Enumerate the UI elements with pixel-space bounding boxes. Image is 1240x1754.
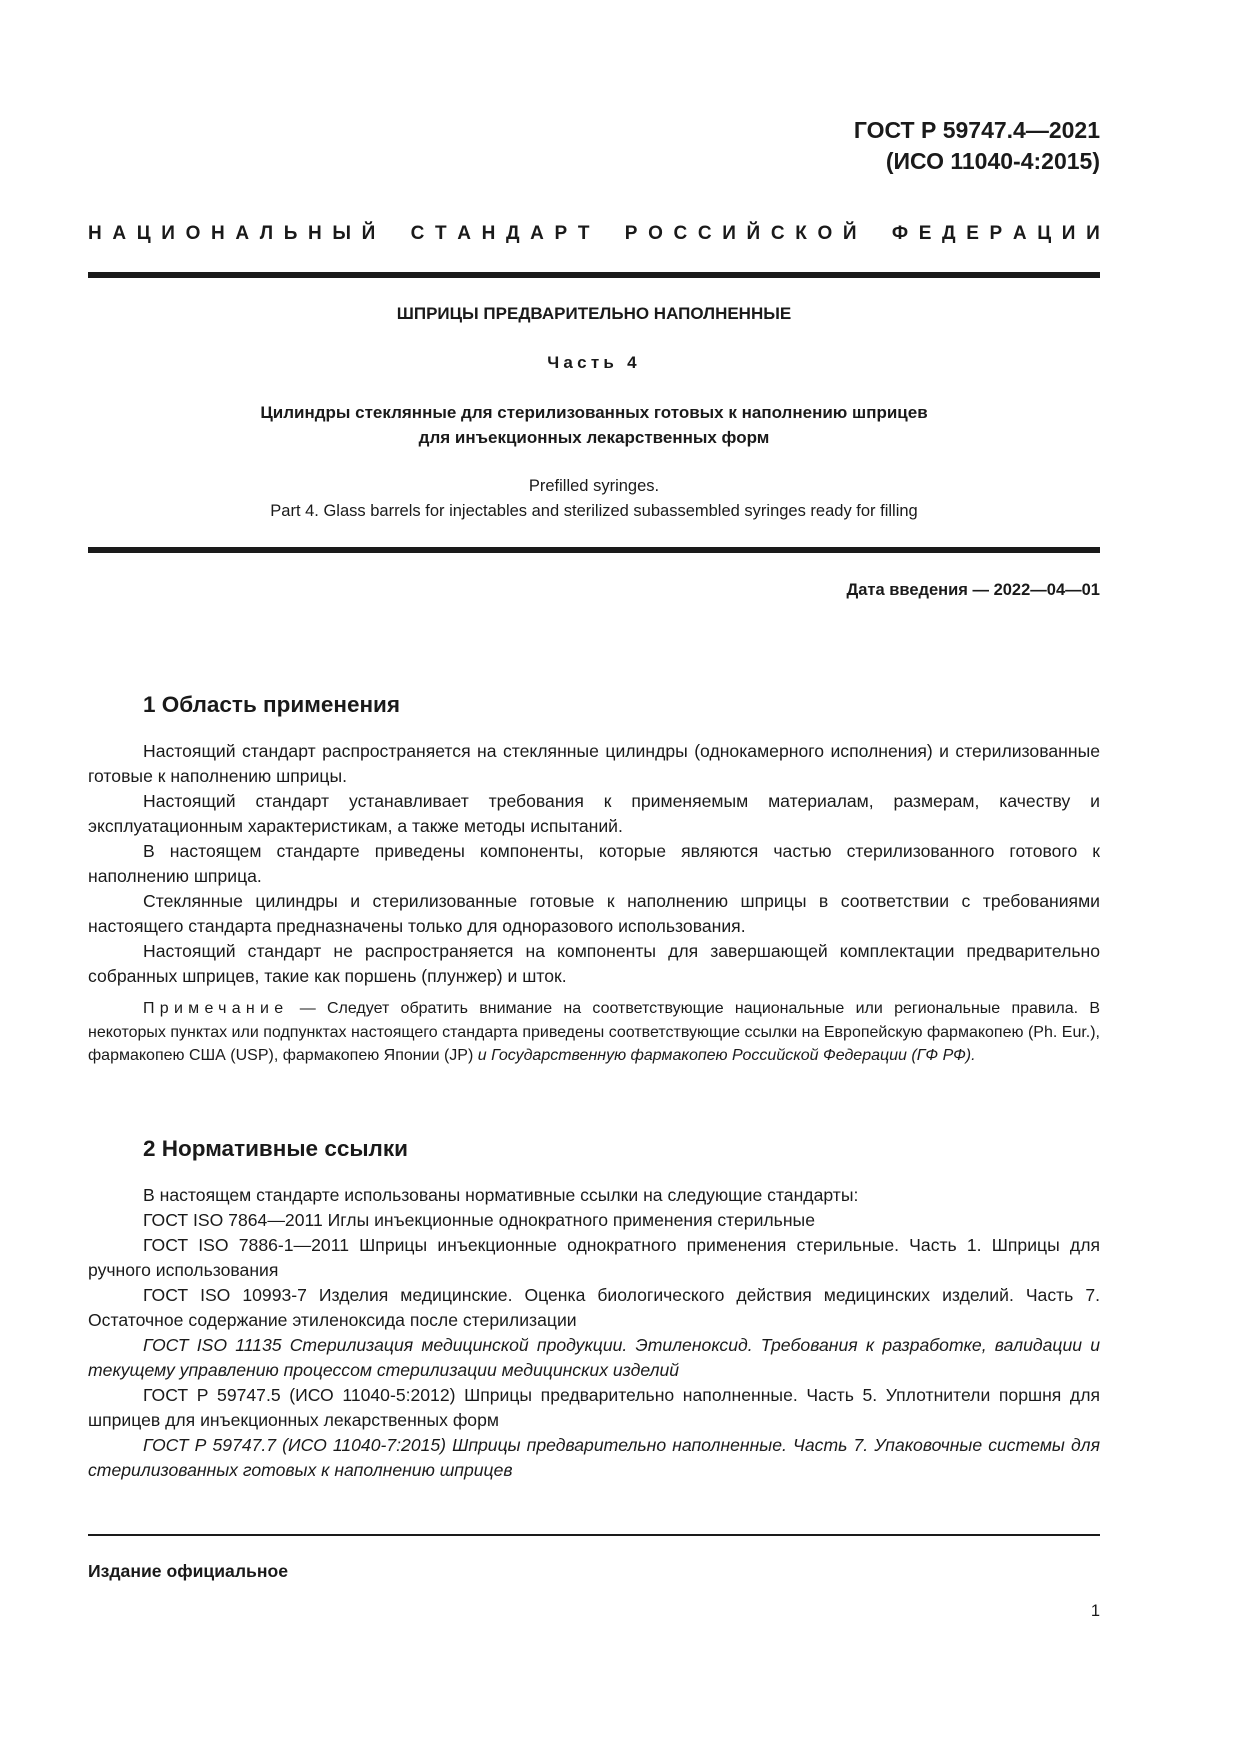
standard-code-gost: ГОСТ Р 59747.4—2021 xyxy=(853,117,1100,143)
banner-space xyxy=(600,223,614,245)
banner-space xyxy=(386,223,400,245)
paragraph: ГОСТ ISO 10993-7 Изделия медицинские. Оценка биологического действия медицинских изделий. Часть 7. Остаточное содержание этиленоксида после стерилизации xyxy=(88,1285,1100,1330)
national-standard-banner xyxy=(88,223,1100,245)
banner-letter: Е xyxy=(966,223,979,244)
section-body xyxy=(88,1183,1100,1483)
page-number: 1 xyxy=(1090,1602,1100,1620)
section-scope xyxy=(88,691,1100,1068)
banner-letter: Ц xyxy=(136,223,151,244)
banner-letter: А xyxy=(235,223,250,244)
banner-letter: Р xyxy=(989,223,1003,244)
banner-letter: А xyxy=(1012,223,1027,244)
banner-space xyxy=(867,223,881,245)
note-italic-text: и Государственную фармакопею Российской Федерации (ГФ РФ). xyxy=(477,1047,976,1064)
banner-letter: Р xyxy=(554,223,568,244)
banner-letter: Т xyxy=(577,223,590,244)
banner-letter: А xyxy=(457,223,471,244)
paragraph: Настоящий стандарт распространяется на стеклянные цилиндры (однокамерного исполнения) и стерилизованные готовые к наполнению шприцы. xyxy=(88,741,1100,786)
banner-letter: С xyxy=(410,223,425,244)
banner-letter: Л xyxy=(259,223,274,244)
paragraph: Стеклянные цилиндры и стерилизованные готовые к наполнению шприцы в соответствии с требованиями настоящего стандарта предназначены только для одноразового использования. xyxy=(88,891,1100,936)
paragraph: ГОСТ ISO 11135 Стерилизация медицинской продукции. Этиленоксид. Требования к разработке, валидации и текущему управлению процессом стерилизации медицинских изделий xyxy=(88,1335,1100,1380)
banner-letter: С xyxy=(697,223,712,244)
document-subtitle-line: Цилиндры стеклянные для стерилизованных готовых к наполнению шприцев xyxy=(260,403,928,422)
banner-letter: А xyxy=(530,223,544,244)
section-heading: 1 Область применения xyxy=(143,692,401,717)
note-paragraph xyxy=(88,997,1100,1068)
banner-letter: Н xyxy=(481,223,496,244)
banner-letter: А xyxy=(112,223,127,244)
english-title-line: Prefilled syringes. xyxy=(528,477,660,495)
banner-letter: Д xyxy=(505,223,520,244)
standard-code xyxy=(700,115,1100,177)
banner-letter: Й xyxy=(842,223,857,244)
banner-letter: О xyxy=(817,223,833,244)
official-edition-label: Издание официальное xyxy=(88,1561,288,1581)
english-title xyxy=(88,474,1100,524)
paragraph: ГОСТ Р 59747.5 (ИСО 11040-5:2012) Шприцы предварительно наполненные. Часть 5. Уплотнители поршня для шприцев для инъекционных лекарственных форм xyxy=(88,1385,1100,1430)
banner-letter: С xyxy=(673,223,688,244)
banner-letter: Й xyxy=(361,223,376,244)
footer-rule xyxy=(88,1534,1100,1536)
header-rule xyxy=(88,272,1100,278)
note-label: Примечание xyxy=(143,1000,289,1017)
paragraph: ГОСТ ISO 7886-1—2011 Шприцы инъекционные однократного применения стерильные. Часть 1. Шприцы для ручного использования xyxy=(88,1235,1100,1280)
paragraph: ГОСТ ISO 7864—2011 Иглы инъекционные однократного применения стерильные xyxy=(143,1210,815,1230)
banner-letter: И xyxy=(1061,223,1076,244)
banner-letter: Н xyxy=(211,223,225,244)
paragraph: Настоящий стандарт устанавливает требования к применяемым материалам, размерам, качеству и эксплуатационным характеристикам, а также методы испытаний. xyxy=(88,791,1100,836)
paragraph: Настоящий стандарт не распространяется на компоненты для завершающей комплектации предварительно собранных шприцев, такие как поршень (плунжер) и шток. xyxy=(88,941,1100,986)
banner-letter: Д xyxy=(942,223,956,244)
paragraph: В настоящем стандарте приведены компоненты, которые являются частью стерилизованного готового к наполнению шприца. xyxy=(88,841,1100,886)
document-part: Часть 4 xyxy=(547,353,641,372)
banner-letter: Е xyxy=(918,223,932,244)
banner-letter: Ц xyxy=(1037,223,1052,244)
banner-letter: Т xyxy=(434,223,447,244)
banner-letter: Ф xyxy=(891,223,909,244)
banner-letter: Н xyxy=(88,223,102,244)
document-title: ШПРИЦЫ ПРЕДВАРИТЕЛЬНО НАПОЛНЕННЫЕ xyxy=(396,304,792,323)
paragraph: В настоящем стандарте использованы нормативные ссылки на следующие стандарты: xyxy=(143,1185,859,1205)
banner-letter: К xyxy=(795,223,807,244)
document-subtitle xyxy=(88,400,1100,450)
section-body xyxy=(88,739,1100,989)
title-rule xyxy=(88,547,1100,553)
paragraph: ГОСТ Р 59747.7 (ИСО 11040-7:2015) Шприцы предварительно наполненные. Часть 7. Упаковочные системы для стерилизованных готовых к наполнению шприцев xyxy=(88,1435,1100,1480)
banner-letter: И xyxy=(722,223,736,244)
banner-letter: Ь xyxy=(283,223,298,244)
banner-letter: О xyxy=(648,223,663,244)
section-heading: 2 Нормативные ссылки xyxy=(143,1136,408,1161)
banner-letter: Р xyxy=(624,223,638,244)
note-text: — Следует обратить внимание на соответствующие национальные или региональные правила. В некоторых пунктах или подпунктах настоящего стандарта приведены соответствующие ссылки на Европейскую фармакопею (Ph. Eur.), фармакопею США (USP), фармакопею Японии (JP) xyxy=(88,1000,1100,1064)
banner-letter: Ы xyxy=(332,223,352,244)
section-normative-references xyxy=(88,1135,1100,1483)
banner-letter: С xyxy=(770,223,785,244)
introduction-date: Дата введения — 2022—04—01 xyxy=(846,581,1100,599)
english-title-line: Part 4. Glass barrels for injectables and sterilized subassembled syringes ready for filling xyxy=(270,502,918,520)
banner-letter: И xyxy=(1086,223,1100,244)
document-subtitle-line: для инъекционных лекарственных форм xyxy=(418,428,770,447)
standard-code-iso: (ИСО 11040-4:2015) xyxy=(885,148,1100,174)
banner-letter: И xyxy=(161,223,175,244)
banner-letter: О xyxy=(185,223,201,244)
banner-letter: Й xyxy=(746,223,761,244)
banner-letter: Н xyxy=(308,223,322,244)
